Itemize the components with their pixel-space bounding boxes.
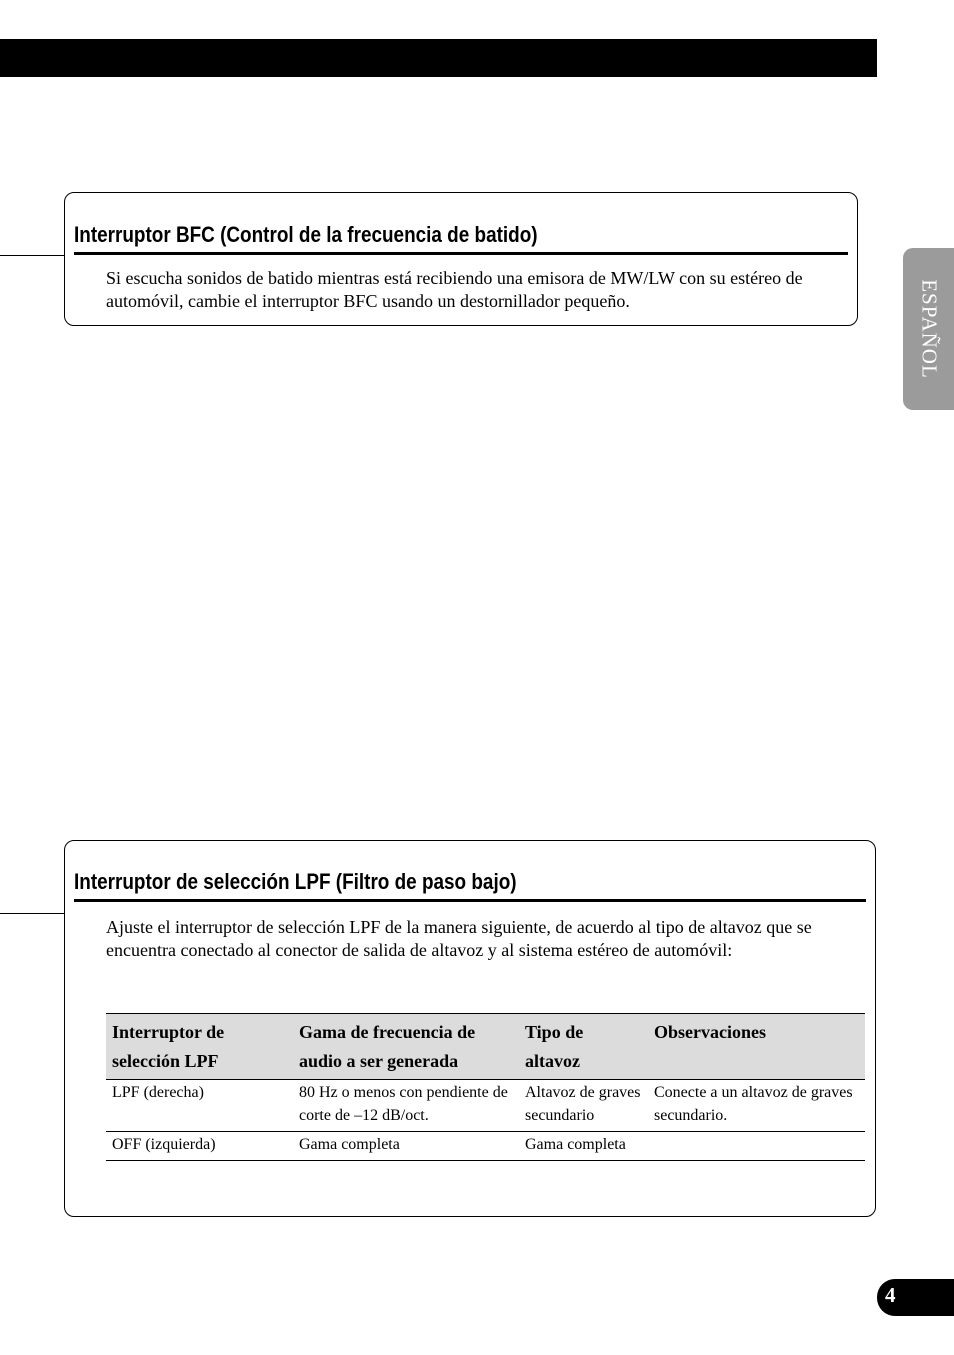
table-row: [106, 1080, 865, 1132]
table-cell: Gama completa: [519, 1132, 648, 1161]
page-number: 4: [885, 1283, 896, 1307]
lpf-body: Ajuste el interruptor de selección LPF de la manera siguiente, de acuerdo al tipo de altavoz que se encuentra conectado al conector de salida de altavoz y al sistema estéreo de automóvil:: [106, 917, 812, 960]
page-number-tab: [877, 1279, 954, 1316]
header-bar: [0, 39, 877, 77]
table-cell: Conecte a un altavoz de graves secundario.: [648, 1080, 865, 1132]
bfc-section: [64, 192, 858, 326]
table-cell: Gama completa: [293, 1132, 519, 1161]
table-header-speaker-type: Tipo de altavoz: [519, 1014, 648, 1080]
table-header-remarks: Observaciones: [648, 1014, 865, 1080]
table-header-row: [106, 1014, 865, 1080]
table-cell: OFF (izquierda): [106, 1132, 293, 1161]
language-tab-label: ESPAÑOL: [917, 279, 941, 379]
table-header-frequency: Gama de frecuencia de audio a ser generada: [293, 1014, 519, 1080]
table-row: [106, 1132, 865, 1161]
table-header-switch: Interruptor de selección LPF: [106, 1014, 293, 1080]
lpf-table: [106, 1013, 865, 1161]
bfc-body: Si escucha sonidos de batido mientras está recibiendo una emisora de MW/LW con su estéreo de automóvil, cambie el interruptor BFC usando un destornillador pequeño.: [106, 268, 803, 311]
table-cell: LPF (derecha): [106, 1080, 293, 1132]
lpf-leader-line: [0, 913, 65, 914]
lpf-section: [64, 840, 876, 1217]
table-cell: Altavoz de graves secundario: [519, 1080, 648, 1132]
bfc-heading: Interruptor BFC (Control de la frecuencia de batido): [74, 222, 538, 247]
language-tab: [903, 248, 954, 410]
lpf-heading: Interruptor de selección LPF (Filtro de paso bajo): [74, 869, 517, 894]
lpf-heading-rule: [74, 899, 866, 902]
bfc-heading-rule: [74, 252, 848, 255]
table-cell: 80 Hz o menos con pendiente de corte de –12 dB/oct.: [293, 1080, 519, 1132]
bfc-leader-line: [0, 255, 65, 256]
table-cell: [648, 1132, 865, 1161]
